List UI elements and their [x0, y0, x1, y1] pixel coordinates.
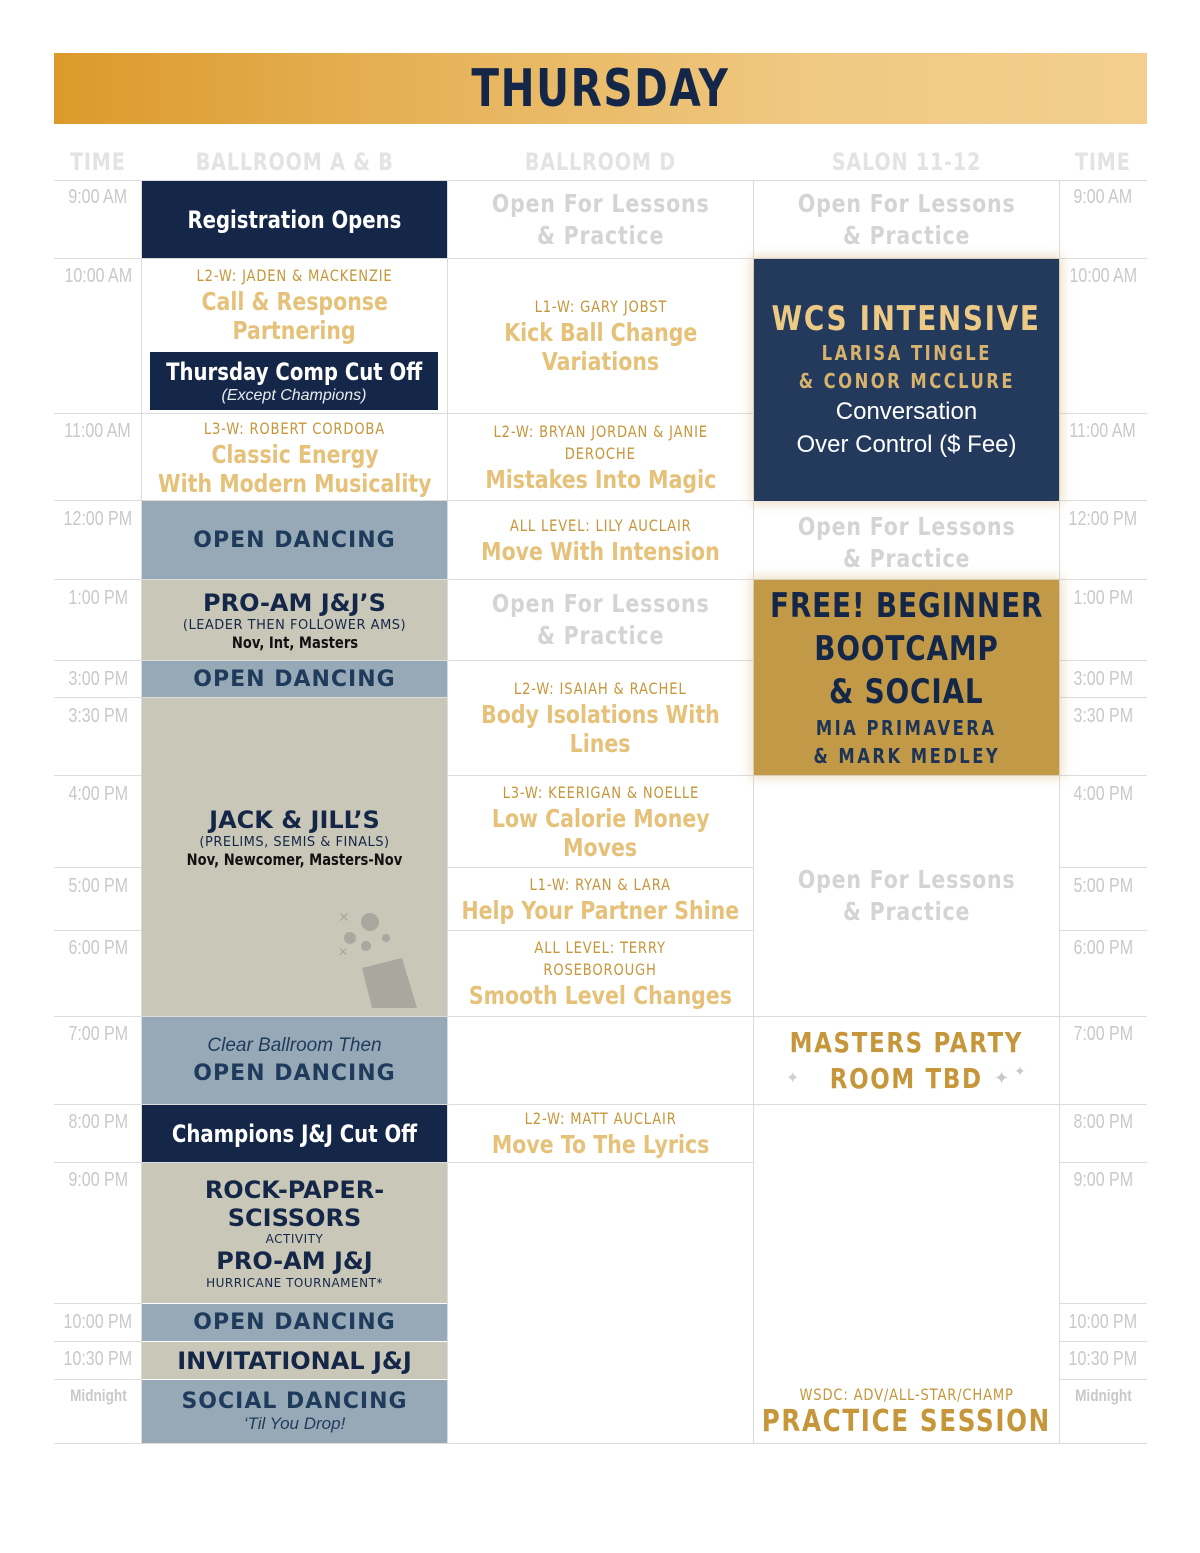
- open-lessons-label: Open For Lessons: [797, 511, 1016, 541]
- clear-ballroom-block: [142, 1017, 447, 1104]
- time-label: 11:00 AM: [64, 420, 132, 442]
- session-lily-auclair: [448, 501, 753, 579]
- svg-text:✦: ✦: [994, 1068, 1010, 1089]
- session-title: Smooth Level Changes: [468, 981, 733, 1010]
- bootcamp-title: BOOTCAMP: [814, 629, 999, 669]
- session-terry-roseborough: [448, 931, 753, 1016]
- grid-line: [1059, 1303, 1147, 1304]
- grid-line: [54, 1379, 142, 1380]
- proam-title: PRO-AM J&J’S: [203, 589, 386, 617]
- open-dancing-block: [142, 501, 447, 579]
- open-dancing-block: [142, 1304, 447, 1341]
- time-label: 5:00 PM: [68, 875, 128, 897]
- time-label: 12:00 PM: [63, 508, 133, 530]
- rps-activity: ACTIVITY: [265, 1232, 324, 1246]
- masters-party-cell: [754, 1017, 1059, 1104]
- wcs-description: Over Control ($ Fee): [796, 431, 1017, 458]
- jj-levels: Nov, Newcomer, Masters-Nov: [186, 850, 403, 869]
- social-dancing-label: SOCIAL DANCING: [181, 1389, 408, 1414]
- session-label: L2-W: MATT AUCLAIR: [524, 1109, 677, 1128]
- session-bryan-janie: [448, 414, 753, 500]
- rps-title: SCISSORS: [227, 1204, 362, 1232]
- wcs-intensive-block: [754, 259, 1059, 501]
- champions-cutoff-block: [142, 1105, 447, 1162]
- time-label: 3:00 PM: [1073, 668, 1133, 690]
- session-title: Move To The Lyrics: [491, 1130, 710, 1159]
- session-title: Kick Ball Change: [503, 318, 698, 347]
- day-title: THURSDAY: [471, 58, 730, 119]
- social-dancing-block: [142, 1380, 447, 1443]
- time-label: 9:00 AM: [1073, 186, 1133, 208]
- open-dancing-block: [142, 661, 447, 697]
- day-banner: [54, 53, 1147, 124]
- time-label: 6:00 PM: [1073, 937, 1133, 959]
- jj-title: JACK & JILL’S: [209, 806, 380, 834]
- open-lessons-label: & Practice: [536, 621, 665, 650]
- session-label: L1-W: GARY JOBST: [534, 297, 667, 316]
- session-label: L2-W: JADEN & MACKENZIE: [196, 266, 393, 285]
- session-title: Partnering: [232, 316, 357, 345]
- masters-party-title: MASTERS PARTY: [789, 1025, 1024, 1059]
- comp-cutoff-note: (Except Champions): [221, 387, 367, 404]
- open-dancing-label: OPEN DANCING: [193, 666, 396, 692]
- time-label: 3:00 PM: [68, 668, 128, 690]
- header-time-right: TIME: [1075, 148, 1131, 176]
- session-isaiah-rachel: [448, 661, 753, 775]
- practice-session-title: PRACTICE SESSION: [761, 1403, 1052, 1439]
- session-ryan-lara: [448, 868, 753, 930]
- grid-line: [1059, 1379, 1147, 1380]
- open-lessons-label: & Practice: [842, 897, 971, 926]
- time-label: 5:00 PM: [1073, 875, 1133, 897]
- svg-text:✕: ✕: [338, 910, 350, 926]
- open-dancing-label: OPEN DANCING: [193, 527, 396, 553]
- practice-session-cell: [754, 1380, 1059, 1443]
- time-label: 12:00 PM: [1068, 508, 1138, 530]
- masters-party-room: ROOM TBD: [830, 1061, 983, 1095]
- session-title: Call & Response: [201, 287, 388, 316]
- open-lessons-label: Open For Lessons: [491, 188, 710, 218]
- time-label: 10:00 AM: [64, 265, 132, 287]
- session-label: DEROCHE: [565, 443, 636, 463]
- sparkle-icon: [994, 1062, 1034, 1092]
- open-lessons-label: Open For Lessons: [797, 865, 1016, 894]
- social-dancing-note: ‘Til You Drop!: [243, 1414, 346, 1433]
- grid-line: [54, 1341, 142, 1342]
- proam2-subtitle: HURRICANE TOURNAMENT*: [206, 1276, 383, 1290]
- wcs-instructor: LARISA TINGLE: [821, 341, 992, 365]
- bootcamp-instructor: MIA PRIMAVERA: [816, 716, 997, 740]
- rps-proam-block: [142, 1163, 447, 1303]
- session-label: L1-W: RYAN & LARA: [529, 874, 672, 894]
- proam-jj-block: [142, 580, 447, 660]
- open-lessons-cell: [754, 506, 1059, 579]
- registration-label: Registration Opens: [187, 205, 402, 234]
- grid-line: [1059, 930, 1147, 931]
- session-label: ROSEBOROUGH: [543, 960, 658, 979]
- grid-line: [1059, 697, 1147, 698]
- grid-line: [1059, 867, 1147, 868]
- time-label: 9:00 PM: [1073, 1169, 1133, 1191]
- time-label: 3:30 PM: [1073, 705, 1133, 727]
- jj-subtitle: (PRELIMS, SEMIS & FINALS): [199, 835, 390, 850]
- header-salon: SALON 11-12: [831, 148, 981, 176]
- svg-text:✦: ✦: [786, 1068, 800, 1087]
- popper-icon: [332, 908, 422, 1008]
- open-lessons-label: & Practice: [536, 220, 665, 250]
- invitational-block: [142, 1342, 447, 1379]
- grid-line: [1059, 1162, 1147, 1163]
- header-time-left: TIME: [70, 148, 126, 176]
- time-label: 4:00 PM: [1073, 783, 1133, 805]
- open-lessons-cell: [448, 181, 753, 258]
- sparkle-icon: [784, 1067, 804, 1087]
- proam2-title: PRO-AM J&J: [216, 1247, 373, 1275]
- open-lessons-label: & Practice: [842, 220, 971, 250]
- proam-levels: Nov, Int, Masters: [231, 633, 358, 652]
- session-title: Body Isolations With: [481, 700, 720, 729]
- time-label: 11:00 AM: [1069, 420, 1137, 442]
- session-jaden-mackenzie: [142, 262, 447, 348]
- session-title: Variations: [541, 347, 660, 376]
- time-label: Midnight: [69, 1386, 127, 1405]
- session-label: ALL LEVEL: LILY AUCLAIR: [509, 515, 692, 535]
- rps-title: ROCK-PAPER-: [204, 1176, 385, 1204]
- session-keerigan-noelle: [448, 776, 753, 867]
- grid-line: [1059, 180, 1060, 1443]
- session-title: Move With Intension: [481, 536, 720, 566]
- time-label: 6:00 PM: [68, 937, 128, 959]
- session-matt-auclair: [448, 1105, 753, 1162]
- session-title: Classic Energy: [210, 440, 379, 469]
- session-label: L2-W: ISAIAH & RACHEL: [514, 679, 687, 698]
- grid-line: [1059, 1341, 1147, 1342]
- comp-cutoff-label: Thursday Comp Cut Off: [165, 358, 423, 386]
- session-label: L3-W: KEERIGAN & NOELLE: [502, 782, 699, 802]
- wcs-instructor: & CONOR MCCLURE: [798, 369, 1015, 393]
- invitational-label: INVITATIONAL J&J: [177, 1346, 412, 1375]
- time-label: 4:00 PM: [68, 783, 128, 805]
- time-label: Midnight: [1074, 1386, 1132, 1405]
- time-label: 10:00 AM: [1069, 265, 1137, 287]
- header-ballroom-ab: BALLROOM A & B: [195, 148, 394, 176]
- bootcamp-title: & SOCIAL: [829, 672, 984, 712]
- bootcamp-instructor: & MARK MEDLEY: [813, 744, 1000, 768]
- clear-ballroom-label: Clear Ballroom Then: [207, 1035, 382, 1056]
- session-title: Lines: [570, 729, 631, 758]
- time-label: 1:00 PM: [68, 587, 128, 609]
- session-title: Help Your Partner Shine: [461, 895, 740, 925]
- header-ballroom-d: BALLROOM D: [524, 148, 676, 176]
- open-lessons-cell: [754, 181, 1059, 258]
- time-label: 10:00 PM: [63, 1311, 133, 1333]
- jack-and-jill-block: [142, 698, 447, 1016]
- session-label: ALL LEVEL: TERRY: [534, 938, 667, 957]
- open-lessons-label: Open For Lessons: [491, 589, 710, 618]
- session-title: Moves: [563, 832, 638, 862]
- session-gary-jobst: [448, 259, 753, 413]
- practice-session-label: WSDC: ADV/ALL-STAR/CHAMP: [799, 1384, 1014, 1404]
- time-label: 8:00 PM: [68, 1111, 128, 1133]
- grid-line: [54, 1443, 1147, 1444]
- proam-subtitle: (LEADER THEN FOLLOWER AMS): [182, 618, 407, 633]
- open-lessons-cell: [754, 776, 1059, 1016]
- comp-cutoff-block: [150, 352, 438, 410]
- svg-text:✦: ✦: [1014, 1064, 1026, 1080]
- grid-line: [54, 1303, 142, 1304]
- wcs-description: Conversation: [835, 398, 978, 425]
- open-dancing-label: OPEN DANCING: [193, 1310, 396, 1335]
- session-robert-cordoba: [142, 416, 447, 500]
- time-label: 7:00 PM: [1073, 1023, 1133, 1045]
- session-title: With Modern Musicality: [157, 469, 432, 498]
- champions-cutoff-label: Champions J&J Cut Off: [171, 1119, 418, 1148]
- time-label: 9:00 AM: [68, 186, 128, 208]
- time-label: 8:00 PM: [1073, 1111, 1133, 1133]
- beginner-bootcamp-block: [754, 580, 1059, 775]
- open-dancing-label: OPEN DANCING: [193, 1061, 396, 1086]
- time-label: 7:00 PM: [68, 1023, 128, 1045]
- time-label: 9:00 PM: [68, 1169, 128, 1191]
- session-label: L2-W: BRYAN JORDAN & JANIE: [493, 421, 708, 441]
- open-lessons-label: & Practice: [842, 543, 971, 573]
- time-label: 10:30 PM: [1068, 1348, 1138, 1370]
- open-lessons-cell: [448, 580, 753, 660]
- bootcamp-title: FREE! BEGINNER: [769, 586, 1044, 626]
- time-label: 10:30 PM: [63, 1348, 133, 1370]
- svg-text:✕: ✕: [338, 945, 349, 959]
- time-label: 3:30 PM: [68, 705, 128, 727]
- time-label: 1:00 PM: [1073, 587, 1133, 609]
- session-title: Mistakes Into Magic: [485, 464, 716, 494]
- open-lessons-label: Open For Lessons: [797, 188, 1016, 218]
- time-label: 10:00 PM: [1068, 1311, 1138, 1333]
- registration-block: [142, 181, 447, 258]
- session-title: Low Calorie Money: [491, 803, 710, 833]
- session-label: L3-W: ROBERT CORDOBA: [203, 419, 386, 438]
- wcs-title: WCS INTENSIVE: [771, 299, 1042, 339]
